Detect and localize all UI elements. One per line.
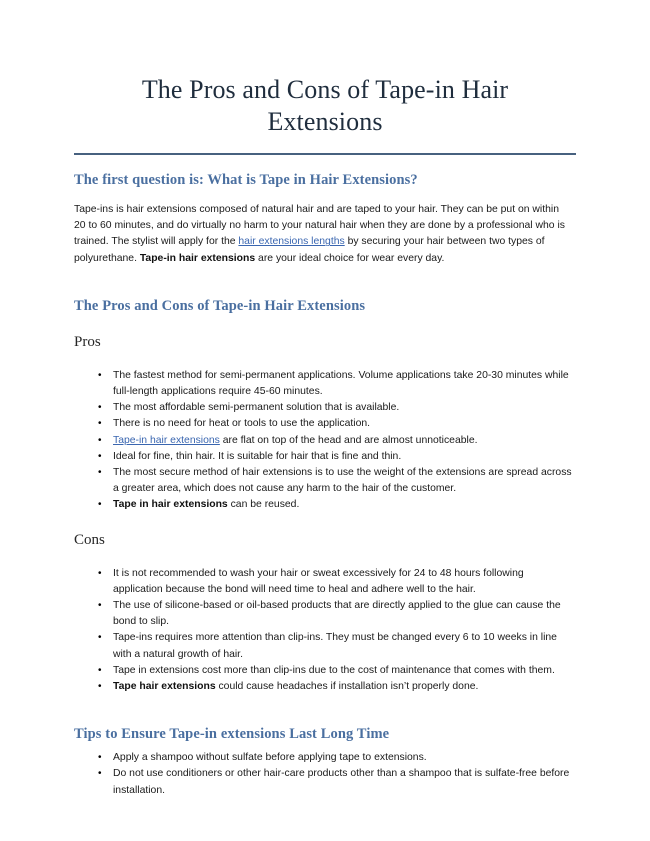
list-item-text: could cause headaches if installation isn’t properly done. [215, 681, 479, 693]
list-item-text: Apply a shampoo without sulfate before applying tape to extensions. [113, 752, 427, 764]
list-item [113, 400, 572, 416]
list-item-text: can be reused. [227, 499, 300, 511]
list-item [113, 566, 572, 598]
subheading-pros: Pros [74, 333, 101, 350]
list-item-text: Do not use conditioners or other hair-care products other than a shampoo that is sulfate-free before installation. [113, 768, 570, 796]
list-item [113, 598, 572, 630]
list-item [113, 663, 572, 679]
list-item-text: There is no need for heat or tools to use the application. [113, 418, 371, 430]
list-item [113, 766, 572, 798]
intro-paragraph [0, 202, 650, 267]
list-item-text: Ideal for fine, thin hair. It is suitable for hair that is fine and thin. [113, 450, 402, 462]
pros-list [0, 368, 650, 514]
list-item-text: It is not recommended to wash your hair or sweat excessively for 24 to 48 hours following application because the bond will need time to heal and adhere well to the hair. [113, 567, 524, 595]
link-tape-in-hair-extensions[interactable]: Tape-in hair extensions [113, 434, 220, 446]
list-item-text: Tape-ins requires more attention than clip-ins. They must be changed every 6 to 10 weeks in line with a natural growth of hair. [113, 632, 557, 660]
list-item-text: The most affordable semi-permanent solution that is available. [113, 402, 400, 414]
intro-bold-phrase: Tape-in hair extensions [139, 252, 256, 264]
intro-text-part3: are your ideal choice for wear every day. [255, 252, 445, 264]
link-hair-extensions-lengths[interactable]: hair extensions lengths [238, 236, 345, 248]
list-item-text: The fastest method for semi-permanent applications. Volume applications take 20-30 minutes while full-length applications require 45-60 minutes. [113, 369, 569, 398]
tips-list [0, 750, 650, 799]
list-item-bold-phrase: Tape in hair extensions [113, 499, 228, 511]
list-item [113, 368, 572, 400]
list-item [113, 416, 572, 432]
list-item-text: Tape in extensions cost more than clip-ins due to the cost of maintenance that comes with them. [113, 664, 555, 676]
intro-text-part2: by securing your hair between two types of polyurethane. [74, 236, 545, 264]
intro-text-part1: Tape-ins is hair extensions composed of natural hair and are taped to your hair. They can be put on within 20 to 60 minutes, and do virtually no harm to your natural hair when they are done by a professional who is trained. The stylist will apply for the [74, 204, 565, 248]
subheading-cons: Cons [74, 531, 105, 548]
list-item-text: The use of silicone-based or oil-based products that are directly applied to the glue can cause the bond to slip. [113, 600, 561, 628]
page-title: The Pros and Cons of Tape-in Hair Extensions [141, 75, 509, 136]
list-item [113, 679, 572, 695]
list-item-bold-phrase: Tape hair extensions [113, 681, 216, 693]
list-item [113, 433, 572, 449]
list-item-text: The most secure method of hair extensions is to use the weight of the extensions are spread across a greater area, which does not cause any harm to the hair of the customer. [113, 467, 572, 495]
cons-list [0, 566, 650, 696]
list-item [113, 497, 572, 513]
heading-first-question: The first question is: What is Tape in Hair Extensions? [74, 172, 418, 188]
list-item [113, 465, 572, 497]
heading-pros-and-cons: The Pros and Cons of Tape-in Hair Extensions [74, 297, 366, 314]
list-item [113, 449, 572, 465]
list-item-text: are flat on top of the head and are almost unnoticeable. [219, 434, 478, 446]
list-item [113, 750, 572, 766]
heading-tips: Tips to Ensure Tape-in extensions Last Long Time [74, 726, 390, 743]
list-item [113, 630, 572, 662]
